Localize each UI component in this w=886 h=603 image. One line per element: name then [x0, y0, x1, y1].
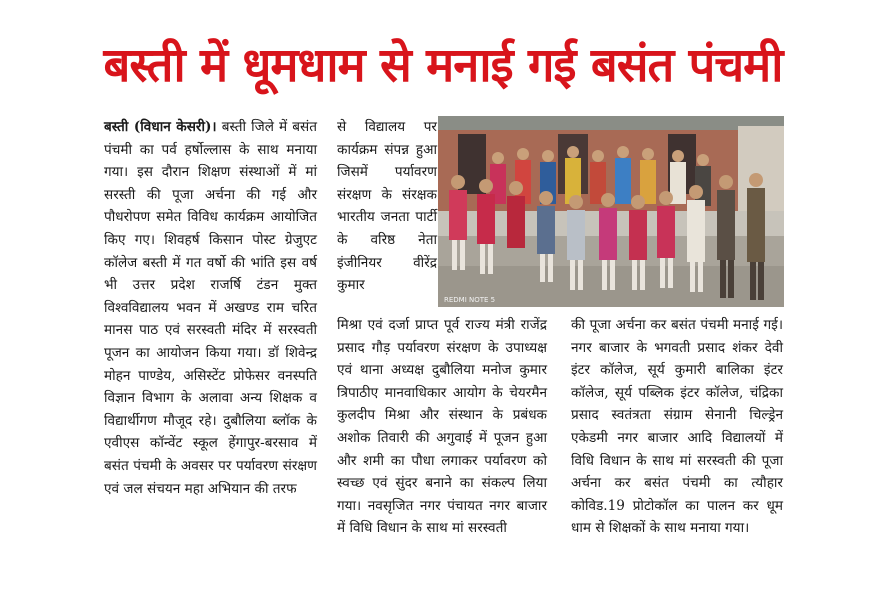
group-photo	[438, 116, 784, 307]
article-column-2-bottom	[337, 314, 547, 540]
group-photo-image	[438, 116, 784, 307]
article-column-2-top	[337, 116, 437, 297]
article-column-3	[571, 314, 783, 540]
photo-credit: REDMI NOTE 5	[444, 296, 496, 304]
column-3-text: की पूजा अर्चना कर बसंत पंचमी मनाई गई। नगर बाजार के भगवती प्रसाद शंकर देवी इंटर कॉलेज, सूर्य कुमारी बालिका इंटर कॉलेज, सूर्य पब्लिक इंटर कॉलेज, चंद्रिका प्रसाद स्वतंत्रता संग्राम सेनानी चिल्ड्रेन एकेडमी नगर बाजार आदि विद्यालयों में विधि विधान के साथ मां सरस्वती की पूजा अर्चना कर बसंत पंचमी का त्यौहार कोविड.19 प्रोटोकॉल का पालन कर धूम धाम से शिक्षकों के साथ मनाया गया।	[571, 317, 783, 537]
column-2-bottom-text: मिश्रा एवं दर्जा प्राप्त पूर्व राज्य मंत्री राजेंद्र प्रसाद गौड़ पर्यावरण संरक्षण के उपाध्यक्ष एवं थाना अध्यक्ष दुबौलिया मनोज कुमार त्रिपाठीए मानवाधिकार आयोग के चेयरमैन कुलदीप मिश्रा और संस्थान के प्रबंधक अशोक तिवारी की अगुवाई में पूजन हुआ और शमी का पौधा लगाकर पर्यावरण को स्वच्छ एवं सुंदर बनाने का संकल्प लिया गया। नवसृजित नगर पंचायत नगर बाजार में विधि विधान के साथ मां सरस्वती	[337, 317, 547, 537]
column-1-text: बस्ती जिले में बसंत पंचमी का पर्व हर्षोल्लास के साथ मनाया गया। इस दौरान शिक्षण संस्थाओं में मां सरस्ती की पूजा अर्चना की गई और पौधरोपण समेत विविध कार्यक्रम आयोजित किए गए। शिवहर्ष किसान पोस्ट ग्रेजुएट कॉलेज बस्ती में गत वर्षो की भांति इस वर्ष भी उत्तर प्रदेश राजर्षि टंडन मुक्त विश्वविद्यालय भवन में अखण्ड राम चरित मानस पाठ एवं सरस्वती मंदिर में सरस्वती पूजन का आयोजन किया गया। डॉ शिवेन्द्र मोहन पाण्डेय, असिस्टेंट प्रोफेसर वनस्पति विज्ञान विभाग के अलावा अन्य शिक्षक व विद्यार्थीगण मौजूद रहे। दुबौलिया ब्लॉक के एवीएस कॉन्वेंट स्कूल हेंगापुर-बरसाव में बसंत पंचमी के अवसर पर पर्यावरण संरक्षण एवं जल संचयन महा अभियान की तरफ	[104, 119, 317, 497]
article-column-1	[104, 116, 317, 500]
headline: बस्ती में धूमधाम से मनाई गई बसंत पंचमी	[103, 38, 783, 93]
column-2-top-text: से विद्यालय पर कार्यक्रम संपन्न हुआ जिसमें पर्यावरण संरक्षण के संरक्षक भारतीय जनता पार्टी के वरिष्ठ नेता इंजीनियर वीरेंद्र कुमार	[337, 119, 437, 294]
dateline: बस्ती (विधान केसरी)।	[104, 119, 217, 135]
